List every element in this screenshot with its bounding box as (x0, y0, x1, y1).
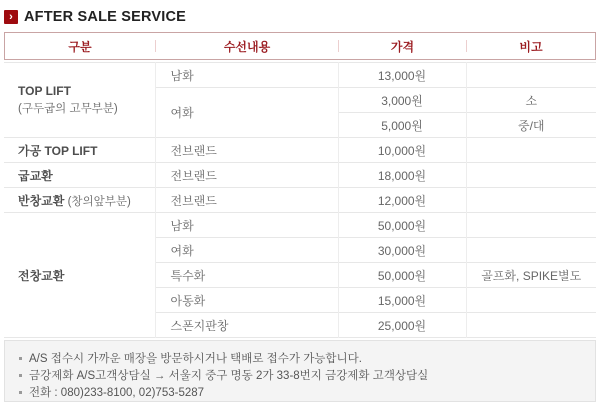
remark-cell (466, 63, 596, 88)
remark-cell (466, 313, 596, 338)
category-sublabel: (구두굽의 고무부분) (18, 103, 118, 115)
remark-cell (466, 188, 596, 213)
column-header-remarks: 비고 (519, 39, 543, 54)
price-cell: 10,000원 (338, 138, 466, 163)
category-cell-heel-replacement (4, 163, 155, 188)
price-cell: 12,000원 (338, 188, 466, 213)
repair-item-cell: 여화 (155, 88, 338, 138)
category-label: 가공 TOP LIFT (18, 143, 98, 158)
remark-cell (466, 288, 596, 313)
repair-item-cell: 아동화 (155, 288, 338, 313)
table-row (4, 163, 596, 188)
price-cell: 3,000원 (338, 88, 466, 113)
repair-item-cell: 전브랜드 (155, 138, 338, 163)
column-header-repair-content: 수선내용 (223, 39, 271, 54)
category-label: 반창교환 (18, 193, 65, 208)
price-cell: 50,000원 (338, 213, 466, 238)
table-header-row (4, 32, 596, 60)
note-text: 금강제화 A/S고객상담실 → 서울지 중구 명동 2가 33-8번지 금강제화 고객상담실 (29, 370, 429, 382)
column-header-price: 가격 (390, 39, 415, 54)
bullet-icon (19, 357, 22, 360)
remark-cell (466, 138, 596, 163)
repair-item-cell: 전브랜드 (155, 163, 338, 188)
category-label: 굽교환 (18, 168, 53, 183)
price-cell: 13,000원 (338, 63, 466, 88)
category-cell-full-sole-replacement (4, 213, 155, 338)
bullet-icon (19, 391, 22, 394)
price-cell: 50,000원 (338, 263, 466, 288)
service-notes-box (4, 340, 596, 402)
category-cell-top-lift (4, 63, 155, 138)
remark-cell: 소 (466, 88, 596, 113)
remark-cell: 중/대 (466, 113, 596, 138)
bullet-icon (19, 374, 22, 377)
column-header-category: 구분 (68, 39, 92, 54)
table-row (4, 213, 596, 238)
note-text: A/S 접수시 가까운 매장을 방문하시거나 택배로 접수가 가능합니다. (29, 353, 362, 365)
remark-cell: 골프화, SPIKE별도 (466, 263, 596, 288)
note-line (19, 368, 595, 385)
price-cell: 18,000원 (338, 163, 466, 188)
price-cell: 5,000원 (338, 113, 466, 138)
category-label: TOP LIFT (18, 84, 71, 98)
category-cell-processed-top-lift (4, 138, 155, 163)
chevron-right-icon: › (4, 10, 18, 24)
category-label: 전창교환 (18, 268, 65, 283)
category-cell-half-sole-replacement (4, 188, 155, 213)
repair-item-cell: 여화 (155, 238, 338, 263)
repair-item-cell: 스폰지판창 (155, 313, 338, 338)
note-line (19, 385, 595, 402)
price-cell: 25,000원 (338, 313, 466, 338)
repair-item-cell: 전브랜드 (155, 188, 338, 213)
price-table (4, 62, 596, 338)
price-cell: 15,000원 (338, 288, 466, 313)
category-suffix: (창의앞부분) (64, 195, 131, 208)
note-text: 전화 : 080)233-8100, 02)753-5287 (29, 387, 205, 399)
remark-cell (466, 213, 596, 238)
remark-cell (466, 163, 596, 188)
price-cell: 30,000원 (338, 238, 466, 263)
remark-cell (466, 238, 596, 263)
repair-item-cell: 남화 (155, 213, 338, 238)
page-title: AFTER SALE SERVICE (24, 9, 187, 25)
page-title-bar (0, 0, 600, 28)
table-row (4, 63, 596, 88)
repair-item-cell: 특수화 (155, 263, 338, 288)
note-line (19, 351, 595, 368)
repair-item-cell: 남화 (155, 63, 338, 88)
table-row (4, 138, 596, 163)
table-row (4, 188, 596, 213)
